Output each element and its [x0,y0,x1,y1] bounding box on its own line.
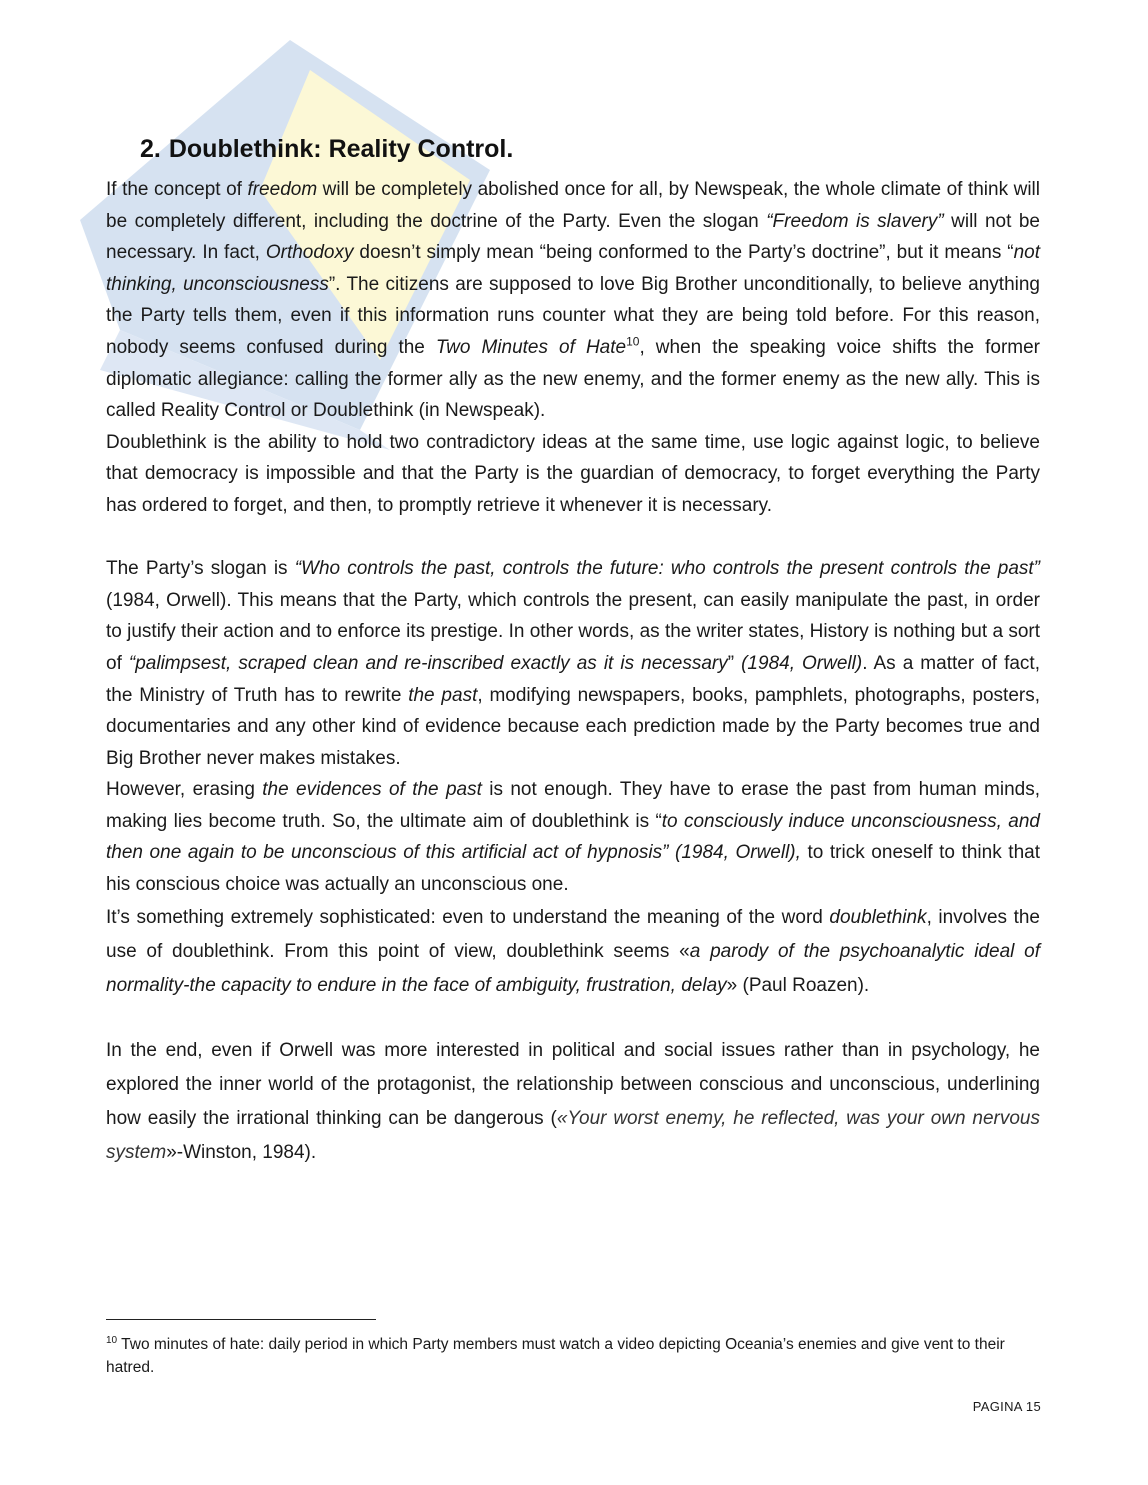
paragraph: If the concept of freedom will be completely abolished once for all, by Newspeak, the whole climate of think will be completely different, including the doctrine of the Party. Even the slogan “Freedom is slavery” will not be necessary. In fact, Orthodoxy doesn’t simply mean “being conformed to the Party’s doctrine”, but it means “not thinking, unconsciousness”. The citizens are supposed to love Big Brother unconditionally, to believe anything the Party tells them, even if this information runs counter what they are being told before. For this reason, nobody seems confused during the Two Minutes of Hate$^{10}$, when the speaking voice shifts the former diplomatic allegiance: calling the former ally as the new enemy, and the former enemy as the new ally. This is called Reality Control or Doublethink (in Newspeak). [106,179,1040,422]
paragraph: The Party’s slogan is “Who controls the past, controls the future: who controls the present controls the past” (1984, Orwell). This means that the Party, which controls the present, can easily manipulate the past, in order to justify their action and to enforce its prestige. In other words, as the writer states, History is nothing but a sort of “palimpsest, scraped clean and re-inscribed exactly as it is necessary” (1984, Orwell). As a matter of fact, the Ministry of Truth has to rewrite the past, modifying newspapers, books, pamphlets, photographs, posters, documentaries and any other kind of evidence because each prediction made by the Party becomes true and Big Brother never makes mistakes. [106,558,1041,769]
footnote-number: 10 [106,1334,118,1346]
paragraph: It’s something extremely sophisticated: even to understand the meaning of the word doublethink, involves the use of doublethink. From this point of view, doublethink seems «a parody of the psychoanalytic ideal of normality-the capacity to endure in the face of ambiguity, frustration, delay» (Paul Roazen). [106,906,1040,996]
section-title: Doublethink: Reality Control. [168,135,514,163]
paragraph: However, erasing the evidences of the past is not enough. They have to erase the past from human minds, making lies become truth. So, the ultimate aim of doublethink is “to consciously induce unconsciousness, and then one again to be unconscious of this artificial act of hypnosis” (1984, Orwell), to trick oneself to think that his conscious choice was actually an unconscious one. [106,779,1041,896]
section-heading [140,130,1040,168]
paragraph: In the end, even if Orwell was more interested in political and social issues rather than in psychology, he explored the inner world of the protagonist, the relationship between conscious and unconscious, underlining how easily the irrational thinking can be dangerous («Your worst enemy, he reflected, was your own nervous system»-Winston, 1984). [106,1040,1040,1164]
footnote-reference: 10 [626,334,640,349]
paragraph: Doublethink is the ability to hold two contradictory ideas at the same time, use logic against logic, to believe that democracy is impossible and that the Party is the guardian of democracy, to forget everything the Party has ordered to forget, and then, to promptly retrieve it whenever it is necessary. [106,431,1040,516]
footnote [106,1333,1040,1379]
section-number: 2. [140,135,161,163]
footnote-text: Two minutes of hate: daily period in which Party members must watch a video depicting Oceania’s enemies and give vent to their hatred. [106,1336,1005,1376]
footnote-separator [106,1319,376,1320]
page-number: PAGINA 15 [972,1399,1041,1414]
document-body [106,130,1040,1170]
